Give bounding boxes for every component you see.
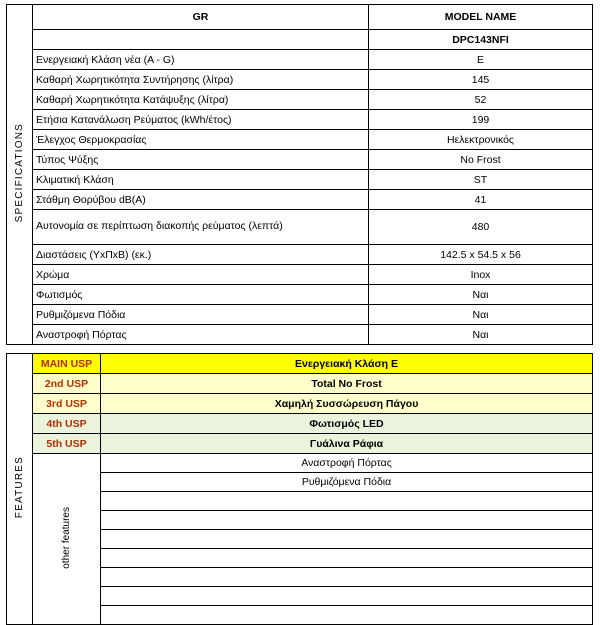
features-side-label: FEATURES [7, 354, 33, 625]
other-feature-text [101, 568, 593, 587]
usp-row-main [7, 354, 593, 374]
spec-label: Χρώμα [33, 265, 369, 285]
table-row [7, 190, 593, 210]
spec-value: Ναι [369, 285, 593, 305]
specifications-side-label: SPECIFICATIONS [7, 5, 33, 345]
spec-value: 480 [369, 210, 593, 245]
model-code-value: DPC143NFI [369, 30, 593, 50]
table-row [7, 150, 593, 170]
spec-value: 199 [369, 110, 593, 130]
spec-label: Ενεργειακή Κλάση νέα (Α - G) [33, 50, 369, 70]
usp-rank: MAIN USP [33, 354, 101, 374]
table-row [7, 265, 593, 285]
other-feature-text [101, 492, 593, 511]
spec-value: Inox [369, 265, 593, 285]
usp-rank: 3rd USP [33, 394, 101, 414]
other-feature-text: Ρυθμιζόμενα Πόδια [101, 473, 593, 492]
usp-rank: 5th USP [33, 434, 101, 454]
usp-text: Total No Frost [101, 374, 593, 394]
model-code-blank [33, 30, 369, 50]
spec-label: Ρυθμιζόμενα Πόδια [33, 305, 369, 325]
model-code-row [7, 30, 593, 50]
spec-label: Τύπος Ψύξης [33, 150, 369, 170]
table-row [7, 90, 593, 110]
section-gap [6, 345, 592, 353]
usp-rank: 4th USP [33, 414, 101, 434]
table-row [7, 130, 593, 150]
spec-label: Φωτισμός [33, 285, 369, 305]
specifications-table [6, 4, 593, 345]
spec-label: Ετήσια Κατανάλωση Ρεύματος (kWh/έτος) [33, 110, 369, 130]
usp-row-5 [7, 434, 593, 454]
spec-label: Διαστάσεις (ΥxΠxΒ) (εκ.) [33, 245, 369, 265]
table-row [7, 70, 593, 90]
table-row [7, 110, 593, 130]
features-table [6, 353, 593, 625]
table-row [7, 285, 593, 305]
usp-text: Ενεργειακή Κλάση E [101, 354, 593, 374]
spec-value: ST [369, 170, 593, 190]
spec-label: Αναστροφή Πόρτας [33, 325, 369, 345]
spec-value: Ηελεκτρονικός [369, 130, 593, 150]
spec-value: 52 [369, 90, 593, 110]
spec-value: No Frost [369, 150, 593, 170]
spec-value: Ναι [369, 325, 593, 345]
table-row [7, 210, 593, 245]
spec-label: Καθαρή Χωρητικότητα Κατάψυξης (λίτρα) [33, 90, 369, 110]
other-feature-row [7, 454, 593, 473]
table-row [7, 170, 593, 190]
spec-label: Καθαρή Χωρητικότητα Συντήρησης (λίτρα) [33, 70, 369, 90]
other-feature-text [101, 511, 593, 530]
header-model-name: MODEL NAME [369, 5, 593, 30]
usp-text: Φωτισμός LED [101, 414, 593, 434]
spec-value: E [369, 50, 593, 70]
other-feature-text [101, 606, 593, 625]
header-gr: GR [33, 5, 369, 30]
spec-label: Κλιματική Κλάση [33, 170, 369, 190]
table-row [7, 325, 593, 345]
usp-text: Γυάλινα Ράφια [101, 434, 593, 454]
usp-rank: 2nd USP [33, 374, 101, 394]
usp-row-2 [7, 374, 593, 394]
table-row [7, 245, 593, 265]
spec-value: 142.5 x 54.5 x 56 [369, 245, 593, 265]
other-feature-text [101, 587, 593, 606]
table-row [7, 305, 593, 325]
table-header-row [7, 5, 593, 30]
other-feature-text [101, 530, 593, 549]
other-feature-text [101, 549, 593, 568]
spec-value: Ναι [369, 305, 593, 325]
usp-text: Χαμηλή Συσσώρευση Πάγου [101, 394, 593, 414]
usp-row-3 [7, 394, 593, 414]
spec-label: Στάθμη Θορύβου dB(A) [33, 190, 369, 210]
usp-row-4 [7, 414, 593, 434]
other-features-side-label: other features [33, 454, 101, 625]
spec-label: Έλεγχος Θερμοκρασίας [33, 130, 369, 150]
spec-label: Αυτονομία σε περίπτωση διακοπής ρεύματος (λεπτά) [33, 210, 369, 245]
spec-value: 41 [369, 190, 593, 210]
table-row [7, 50, 593, 70]
other-feature-text: Αναστροφή Πόρτας [101, 454, 593, 473]
spec-value: 145 [369, 70, 593, 90]
